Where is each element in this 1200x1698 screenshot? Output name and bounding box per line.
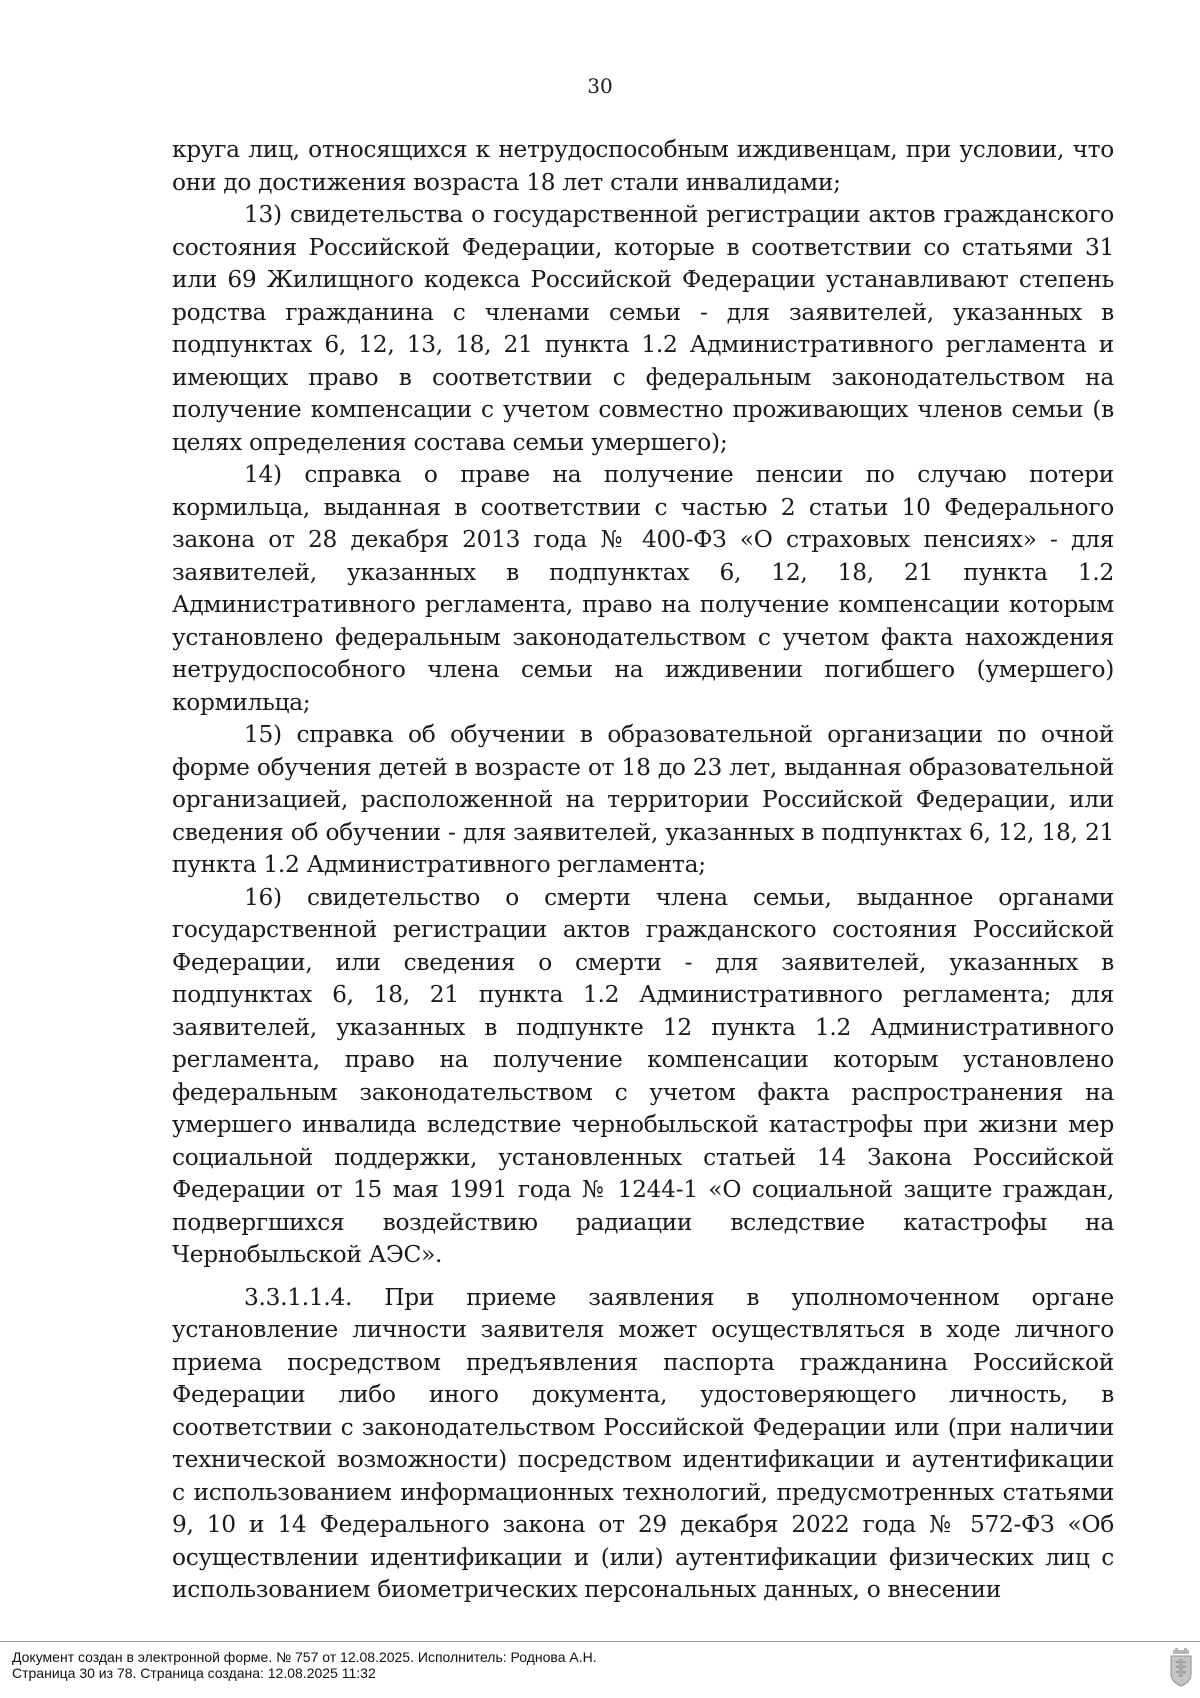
list-item-13: 13) свидетельства о государственной регистрации актов гражданского состояния Российской Федерации, которые в соответствии со статьями 31 или 69 Жилищного кодекса Российской Федерации устанавливают степень родства гражданина с членами семьи - для заявителей, указанных в подпунктах 6, 12, 13, 18, 21 пункта 1.2 Административного регламента и имеющих право в соответствии с федеральным законодательством на получение компенсации с учетом совместно проживающих членов семьи (в целях определения состава семьи умершего); [172,201,1114,456]
clause-3-3-1-1-4: 3.3.1.1.4. При приеме заявления в уполномоченном органе установление личности заявителя может осуществляться в ходе личного приема посредством предъявления паспорта гражданина Российской Федерации либо иного документа, удостоверяющего личность, в соответствии с законодательством Российской Федерации или (при наличии технической возможности) посредством идентификации и аутентификации с использованием информационных технологий, предусмотренных статьями 9, 10 и 14 Федерального закона от 29 декабря 2022 года № 572-ФЗ «Об осуществлении идентификации и (или) аутентификации физических лиц с использованием биометрических персональных данных, о внесении [172,1283,1114,1603]
page-number: 30 [587,74,613,98]
footer-line-1: Документ создан в электронной форме. № 757 от 12.08.2025. Исполнитель: Роднова А.Н. [12,1649,597,1665]
coat-of-arms-icon [1168,1648,1194,1688]
footer [12,1649,597,1681]
footer-line-2: Страница 30 из 78. Страница создана: 12.08.2025 11:32 [12,1665,376,1681]
paragraph-continuation: круга лиц, относящихся к нетрудоспособным иждивенцам, при условии, что они до достижения возраста 18 лет стали инвалидами; [172,136,1114,196]
list-item-16: 16) свидетельство о смерти члена семьи, выданное органами государственной регистрации актов гражданского состояния Российской Федерации, или сведения о смерти - для заявителей, указанных в подпунктах 6, 18, 21 пункта 1.2 Административного регламента; для заявителей, указанных в подпункте 12 пункта 1.2 Административного регламента, право на получение компенсации которым установлено федеральным законодательством с учетом факта распространения на умершего инвалида вследствие чернобыльской катастрофы при жизни мер социальной поддержки, установленных статьей 14 Закона Российской Федерации от 15 мая 1991 года № 1244-1 «О социальной защите граждан, подвергшихся воздействию радиации вследствие катастрофы на Чернобыльской АЭС». [172,883,1114,1268]
list-item-14: 14) справка о праве на получение пенсии по случаю потери кормильца, выданная в соответствии с частью 2 статьи 10 Федерального закона от 28 декабря 2013 года № 400-ФЗ «О страховых пенсиях» - для заявителей, указанных в подпунктах 6, 12, 18, 21 пункта 1.2 Административного регламента, право на получение компенсации которым установлено федеральным законодательством с учетом факта нахождения нетрудоспособного члена семьи на иждивении погибшего (умершего) кормильца; [172,461,1114,716]
footer-divider [0,1641,1200,1642]
list-item-15: 15) справка об обучении в образовательной организации по очной форме обучения детей в возрасте от 18 до 23 лет, выданная образовательной организацией, расположенной на территории Российской Федерации, или сведения об обучении - для заявителей, указанных в подпунктах 6, 12, 18, 21 пункта 1.2 Административного регламента; [172,721,1114,878]
document-body [172,134,1114,1607]
